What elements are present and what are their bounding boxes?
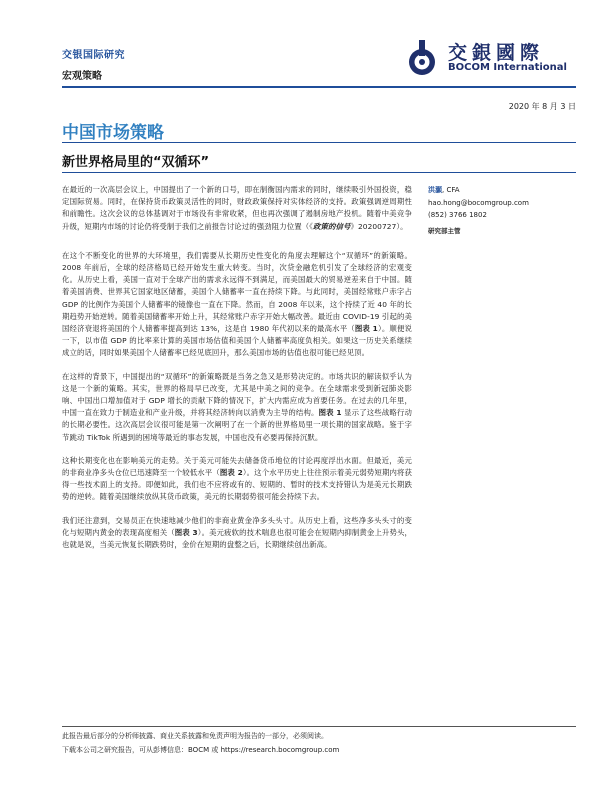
footer-divider — [62, 726, 576, 727]
paragraph-1-text: 在这个不断变化的世界的大环境里，我们需要从长期历史性变化的角度去理解这个“双循环”的新策略。2008 年前后，全球的经济格局已经开始发生重大转变。当时，次贷金融危机引发了全球经济的宏观变化。从历史上看，美国一直对于全球产出的需求永远得不到满足，而美国最大的贸易逆差来自于中国。随着美国消费、世界其它国家地区储蓄，美国个人储蓄率一直在持续下降。与此同时，美国经常账户赤字占 GDP 的比例作为美国个人储蓄率的镜像也一直在下降。然而，自 2008 年以来，这个持续了近 40 年的长期趋势开始逆转。随着美国储蓄率开始上升，其经常账户赤字开始大幅改善。最近由 COVID-19 引起的美国经济衰退将美国的个人储蓄率提高到达 13%，这是自 1980 年代初以来的最高水平（ — [62, 250, 412, 334]
paragraph-1-text-end: ）。顺便说一下，以市值 GDP 的比率来计算的美国市场估值和美国个人储蓄率高度负相关。如果这一历史关系继续成立的话，同时如果美国个人储蓄率已经见底回升，那么美国市场的估值也很可能已经见顶。 — [62, 324, 412, 358]
author-role: 研究部主管 — [428, 226, 461, 235]
paragraph-2-text: 在这样的背景下，中国提出的“双循环”的新策略既是当务之急又是形势决定的。市场共识的解读似乎认为这是一个新的策略。其实，世界的格局早已改变，尤其是中美之间的竞争。在全球需求受到新冠肺炎影响、中国出口增加值对于 GDP 增长的贡献下降的情况下，扩大内需应成为首要任务。在过去的几年里，中国一直在致力于制造业和产业升级，并将其经济转向以消费为主导的结构。 — [62, 371, 412, 418]
referenced-report-title: 政策的信号 — [313, 221, 351, 231]
section-name: 宏观策略 — [62, 71, 102, 82]
bocom-emblem-icon — [406, 38, 442, 78]
author-name: 洪灝 — [428, 186, 442, 194]
logo-text-en: BOCOM International — [448, 62, 567, 73]
author-phone: (852) 3766 1802 — [428, 211, 487, 219]
bocom-logo — [406, 38, 576, 78]
summary-text: 在最近的一次高层会议上，中国提出了一个新的口号，即在制衡国内需求的同时，继续吸引外国投资，稳定国际贸易。同时，在保持货币政策灵活性的同时，财政政策保持对实体经济的支持。政策强调逆周期性和前瞻性。这次会议的总体基调对于市场没有非常收紧，但也再次强调了遏制房地产投机。随着中美竞争升级，短期内市场的讨论仍将受制于我们之前报告讨论过的强劲阻力位置（《 — [62, 185, 412, 231]
summary-text-end: 》20200727）。 — [350, 221, 408, 231]
report-subtitle: 新世界格局里的“双循环” — [62, 155, 210, 170]
chart-ref-1b[interactable]: 图表 1 — [318, 408, 342, 418]
summary-paragraph — [62, 184, 412, 233]
author-credential: , CFA — [442, 186, 460, 194]
author-block — [428, 184, 578, 237]
download-note[interactable]: 下载本公司之研究报告，可从彭博信息：BOCM 或 https://research.bocomgroup.com — [62, 746, 340, 754]
report-header — [62, 46, 125, 82]
paragraph-4 — [62, 515, 412, 552]
title-divider — [62, 142, 576, 143]
report-date: 2020 年 8 月 3 日 — [508, 102, 576, 111]
paragraph-4-text-end: ）。美元疲软的技术喘息也很可能会在短期内抑制黄金上升势头，也就是说，当美元恢复长期跌势时，金价在短期的盘整之后，长期继续创出新高。 — [62, 527, 412, 550]
disclaimer-note: 此报告最后部分的分析师披露、商业关系披露和免责声明为报告的一部分，必须阅读。 — [62, 732, 328, 740]
header-divider — [62, 86, 576, 88]
paragraph-3-text-end: ）。这个水平历史上往往预示着美元弱势短期内将获得一些技术面上的支持。即便如此，我们也不应将或有的、短期的、暂时的技术支持错认为是美元长期跌势的逆转。随着美国继续放纵其货币政策，美元的长期弱势很可能会持续下去。 — [62, 468, 412, 502]
chart-ref-2[interactable]: 图表 2 — [219, 468, 243, 478]
chart-ref-1[interactable]: 图表 1 — [354, 324, 378, 334]
report-body — [62, 184, 412, 562]
paragraph-2 — [62, 371, 412, 444]
paragraph-2-text-end: 显示了这些战略行动的长期必要性。这次高层会议很可能是第一次阐明了在一个新的世界格局里一项长期的国家战略。鉴于字节跳动 TikTok 所遇到的困境等最近的事态发展，中国也没有必要再保持沉默。 — [62, 408, 412, 442]
subtitle-divider — [62, 172, 576, 173]
paragraph-1 — [62, 250, 412, 360]
paragraph-3 — [62, 455, 412, 504]
logo-text-cn: 交銀國際 — [448, 42, 545, 64]
author-name-line — [428, 184, 578, 197]
paragraph-3-text: 这种长期变化也在影响美元的走势。关于美元可能失去储备货币地位的讨论再度浮出水面。但最近，美元的非商业净多头仓位已迅速降至一个较低水平（ — [62, 455, 412, 478]
author-email[interactable]: hao.hong@bocomgroup.com — [428, 198, 529, 207]
page-title: 中国市场策略 — [62, 123, 164, 143]
org-name: 交银国际研究 — [62, 50, 125, 61]
paragraph-4-text: 我们还注意到，交易员正在快速地减少他们的非商业黄金净多头头寸。从历史上看，这些净多头头寸的变化与短期内黄金的表现高度相关（ — [62, 515, 412, 537]
chart-ref-3[interactable]: 图表 3 — [174, 527, 198, 537]
